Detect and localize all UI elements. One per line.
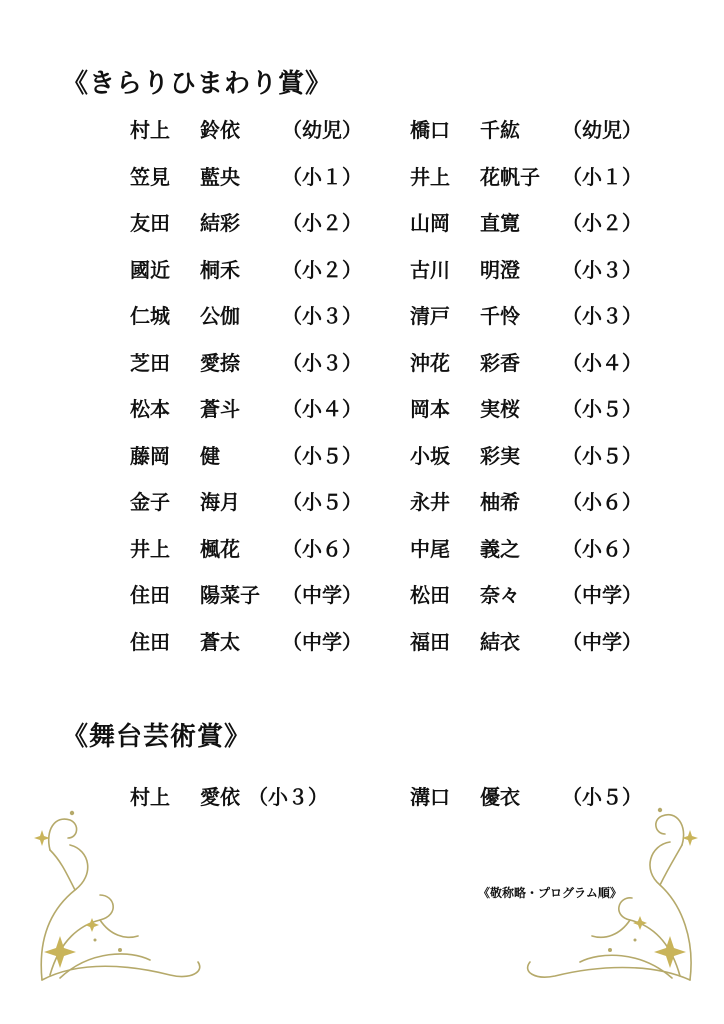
entry-surname: 清戸 — [410, 304, 450, 328]
award-entry — [410, 161, 640, 191]
entry-grade: （中学） — [562, 583, 642, 607]
entry-grade: （小２） — [282, 211, 362, 235]
entry-given: 蒼斗 — [200, 397, 240, 421]
flourish-ornament-right — [500, 790, 710, 990]
award-entry — [130, 347, 360, 377]
award-entry — [130, 533, 360, 563]
entry-surname: 住田 — [130, 629, 170, 654]
entry-grade: （小５） — [562, 397, 642, 421]
entry-given: 公伽 — [200, 304, 240, 328]
entry-grade: （中学） — [282, 629, 362, 654]
star-icon — [44, 936, 76, 968]
entry-given: 彩実 — [480, 443, 520, 468]
award-entry — [130, 254, 360, 284]
entry-given: 柚希 — [480, 490, 520, 514]
star-icon — [633, 916, 647, 930]
entry-grade: （小２） — [562, 211, 642, 235]
entry-grade: （中学） — [282, 583, 362, 607]
award-entry — [130, 393, 360, 423]
entry-given: 奈々 — [480, 583, 520, 607]
entry-given: 明澄 — [480, 257, 520, 282]
award-entry — [410, 533, 640, 563]
entry-surname: 藤岡 — [130, 443, 170, 468]
award-entry — [410, 393, 640, 423]
award-entry — [410, 626, 640, 656]
award-entry — [410, 114, 640, 144]
section-title-butai-geijutsu: 《舞台芸術賞》 — [62, 722, 252, 752]
entry-grade: （小４） — [562, 350, 642, 375]
award-entry — [130, 440, 360, 470]
entry-given: 直寛 — [480, 211, 520, 235]
entry-given: 鈴依 — [200, 118, 240, 142]
entry-given: 桐禾 — [200, 257, 240, 282]
entry-grade: （小１） — [562, 164, 642, 189]
entry-surname: 古川 — [410, 257, 450, 282]
award-entry — [130, 207, 360, 237]
entry-surname: 金子 — [130, 490, 170, 514]
entry-surname: 井上 — [410, 164, 450, 189]
entry-grade: （幼児） — [562, 118, 642, 142]
entry-given: 義之 — [480, 536, 520, 561]
entry-grade: （小３） — [562, 257, 642, 282]
award-entry — [130, 486, 360, 516]
entry-surname: 住田 — [130, 583, 170, 607]
entry-grade: （小６） — [282, 536, 362, 561]
entry-surname: 永井 — [410, 490, 450, 514]
section-title-kirari-himawari: 《きらりひまわり賞》 — [62, 69, 333, 99]
entry-surname: 村上 — [130, 785, 170, 809]
entry-surname: 福田 — [410, 629, 450, 654]
entry-given: 海月 — [200, 490, 240, 514]
award-entry — [410, 254, 640, 284]
award-entry — [130, 579, 360, 609]
entry-grade: （小５） — [562, 785, 642, 809]
entry-given: 蒼太 — [200, 629, 240, 654]
award-entry — [410, 486, 640, 516]
entry-given: 実桜 — [480, 397, 520, 421]
star-icon — [654, 936, 686, 968]
entry-grade: （小３） — [248, 785, 328, 809]
entry-surname: 小坂 — [410, 443, 450, 468]
entry-grade: （中学） — [562, 629, 642, 654]
award-entry — [130, 300, 360, 330]
entry-surname: 友田 — [130, 211, 170, 235]
entry-surname: 村上 — [130, 118, 170, 142]
entry-given: 陽菜子 — [200, 583, 260, 607]
entry-surname: 笠見 — [130, 164, 170, 189]
award-entry — [410, 207, 640, 237]
entry-given: 結衣 — [480, 629, 520, 654]
entry-surname: 岡本 — [410, 397, 450, 421]
entry-given: 花帆子 — [480, 164, 540, 189]
award-entry — [410, 440, 640, 470]
star-icon — [34, 830, 50, 846]
entry-grade: （幼児） — [282, 118, 362, 142]
award-entry — [410, 300, 640, 330]
award-entry — [130, 626, 360, 656]
entry-grade: （小２） — [282, 257, 362, 282]
entry-surname: 國近 — [130, 257, 170, 282]
entry-given: 結彩 — [200, 211, 240, 235]
award-list-kirari-right — [410, 114, 640, 674]
entry-surname: 松本 — [130, 397, 170, 421]
entry-grade: （小３） — [282, 304, 362, 328]
entry-surname: 松田 — [410, 583, 450, 607]
entry-given: 健 — [200, 443, 220, 468]
entry-surname: 中尾 — [410, 536, 450, 561]
award-entry — [410, 347, 640, 377]
entry-grade: （小５） — [562, 443, 642, 468]
entry-surname: 溝口 — [410, 785, 450, 809]
honorific-note: 《敬称略・プログラム順》 — [478, 886, 622, 900]
entry-grade: （小３） — [562, 304, 642, 328]
entry-given: 千怜 — [480, 304, 520, 328]
entry-grade: （小５） — [282, 443, 362, 468]
entry-given: 千紘 — [480, 118, 520, 142]
entry-surname: 芝田 — [130, 350, 170, 375]
entry-grade: （小６） — [562, 536, 642, 561]
award-entry — [130, 114, 360, 144]
entry-given: 藍央 — [200, 164, 240, 189]
flourish-ornament-left — [20, 790, 220, 990]
entry-surname: 橋口 — [410, 118, 450, 142]
award-entry — [130, 161, 360, 191]
entry-grade: （小６） — [562, 490, 642, 514]
entry-given: 彩香 — [480, 350, 520, 375]
entry-given: 愛捺 — [200, 350, 240, 375]
entry-grade: （小３） — [282, 350, 362, 375]
entry-given: 楓花 — [200, 536, 240, 561]
entry-grade: （小４） — [282, 397, 362, 421]
entry-surname: 井上 — [130, 536, 170, 561]
award-entry — [410, 579, 640, 609]
entry-given: 優衣 — [480, 785, 520, 809]
entry-grade: （小１） — [282, 164, 362, 189]
entry-surname: 仁城 — [130, 304, 170, 328]
award-list-kirari-left — [130, 114, 360, 674]
entry-grade: （小５） — [282, 490, 362, 514]
entry-given: 愛依 — [200, 785, 240, 809]
entry-surname: 山岡 — [410, 211, 450, 235]
entry-surname: 沖花 — [410, 350, 450, 375]
